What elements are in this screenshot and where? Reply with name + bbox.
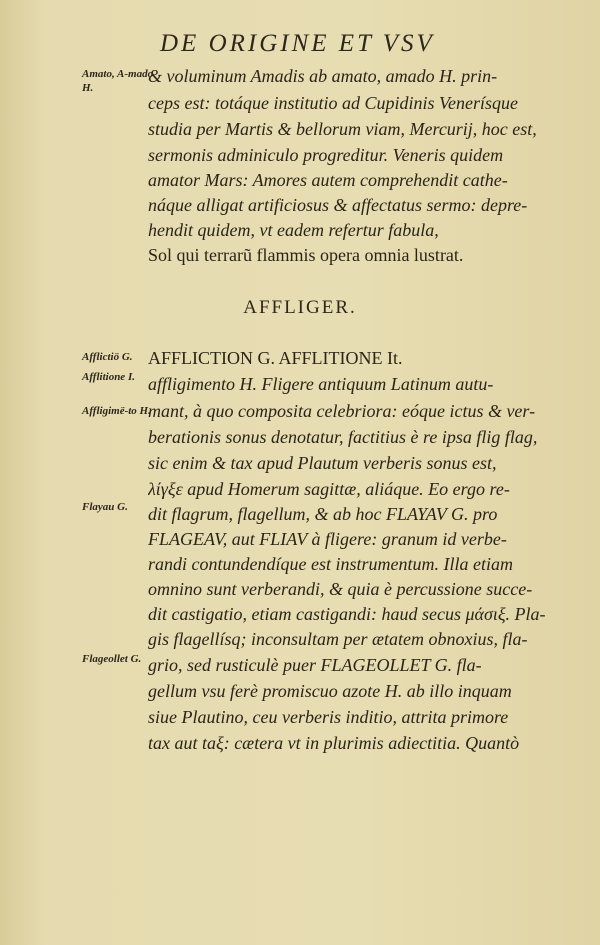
text-line: affligimento H. Fligere antiquum Latinum autu-	[148, 374, 494, 394]
text-line: λίγξε apud Homerum sagittæ, aliáque. Eo ergo re-	[148, 479, 510, 499]
verse-line: Sol qui terrarũ flammis opera omnia lustrat.	[148, 245, 464, 265]
text-line: AFFLICTION G. AFFLITIONE It.	[148, 348, 403, 368]
text-line: gis flagellísq; inconsultam per ætatem obnoxius, fla-	[148, 629, 528, 649]
margin-note-amato: Amato, A-mado H.	[82, 68, 154, 94]
text-line: omnino sunt verberandi, & quia è percussione succe-	[148, 579, 533, 599]
margin-note-flageollet: Flageollet G.	[82, 653, 142, 665]
section-heading: AFFLIGER.	[243, 297, 357, 318]
text-line: hendit quidem, vt eadem refertur fabula,	[148, 220, 439, 240]
text-line: & voluminum Amadis ab amato, amado H. prin-	[148, 66, 498, 86]
text-line: sic enim & tax apud Plautum verberis sonus est,	[148, 453, 497, 473]
text-line: FLAGEAV, aut FLIAV à fligere: granum id verbe-	[148, 529, 507, 549]
text-line: dit castigatio, etiam castigandi: haud secus μάσιξ. Pla-	[148, 604, 546, 624]
text-line: sermonis adminiculo progreditur. Veneris quidem	[148, 145, 504, 165]
text-line: studia per Martis & bellorum viam, Mercurij, hoc est,	[148, 119, 537, 139]
text-line: tax aut taξ: cætera vt in plurimis adiectitia. Quantò	[148, 733, 520, 753]
text-line: gellum vsu ferè promiscuo azote H. ab illo inquam	[148, 681, 512, 701]
text-line: randi contundendíque est instrumentum. Illa etiam	[148, 554, 513, 574]
text-line: amator Mars: Amores autem comprehendit cathe-	[148, 170, 508, 190]
text-line: ceps est: totáque institutio ad Cupidinis Venerísque	[148, 93, 518, 113]
margin-note-afflictio: Afflictiö G.	[82, 351, 133, 363]
text-line: siue Plautino, ceu verberis inditio, attrita primore	[148, 707, 509, 727]
margin-note-affligimento: Affligimë-to H.	[82, 405, 151, 417]
text-line: náque alligat artificiosus & affectatus sermo: depre-	[148, 195, 528, 215]
margin-note-afflitione: Afflitione I.	[82, 371, 135, 383]
text-line: mant, à quo composita celebriora: eóque ictus & ver-	[148, 401, 536, 421]
text-line: grio, sed rusticulè puer FLAGEOLLET G. fla-	[148, 655, 482, 675]
text-line: berationis sonus denotatur, factitius è re ipsa flig flag,	[148, 427, 538, 447]
running-head: DE ORIGINE ET VSV	[160, 30, 435, 57]
margin-note-flayau: Flayau G.	[82, 501, 128, 513]
text-line: dit flagrum, flagellum, & ab hoc FLAYAV G. pro	[148, 504, 498, 524]
